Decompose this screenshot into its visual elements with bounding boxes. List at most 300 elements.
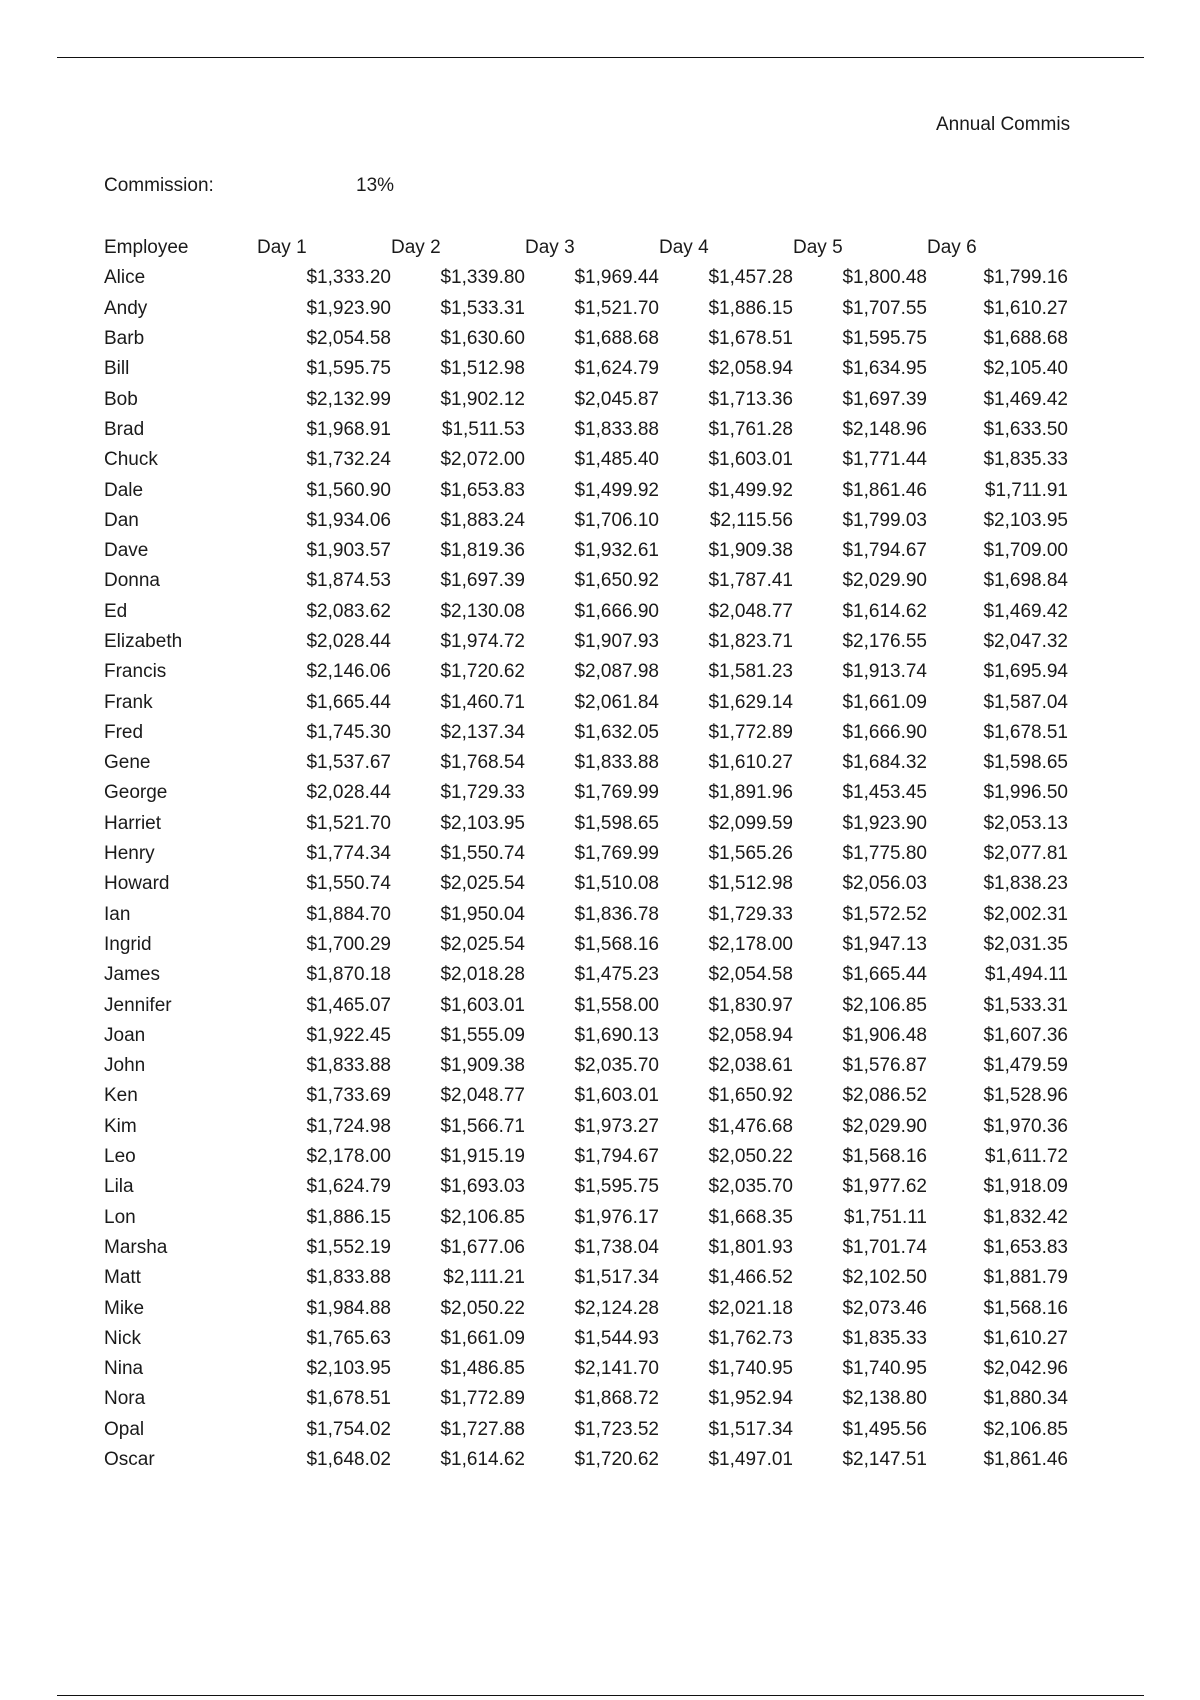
commission-cell-day-3[interactable]: $1,666.90: [574, 600, 659, 622]
commission-cell-day-4[interactable]: $1,886.15: [708, 297, 793, 319]
commission-cell-day-4[interactable]: $2,058.94: [708, 358, 793, 380]
employee-name-cell[interactable]: Fred: [104, 721, 144, 743]
commission-cell-day-4[interactable]: $1,565.26: [708, 843, 793, 865]
commission-cell-day-1[interactable]: $1,724.98: [306, 1115, 391, 1137]
commission-cell-day-3[interactable]: $1,499.92: [574, 479, 659, 501]
commission-cell-day-1[interactable]: $1,774.34: [306, 843, 391, 865]
employee-name-cell[interactable]: Donna: [104, 570, 160, 592]
employee-name-cell[interactable]: Opal: [104, 1418, 145, 1440]
commission-cell-day-4[interactable]: $1,729.33: [708, 903, 793, 925]
commission-cell-day-6[interactable]: $1,709.00: [983, 540, 1068, 562]
table-row: [104, 869, 1068, 899]
commission-cell-day-1[interactable]: $1,560.90: [306, 479, 391, 501]
commission-cell-day-5[interactable]: $1,740.95: [842, 1358, 927, 1380]
employee-name-cell[interactable]: Chuck: [104, 449, 158, 471]
commission-cell-day-1[interactable]: $2,028.44: [306, 631, 391, 652]
commission-cell-day-1[interactable]: $2,178.00: [306, 1146, 391, 1168]
commission-cell-day-1[interactable]: $1,765.63: [306, 1327, 391, 1349]
table-row: [104, 415, 1068, 445]
commission-cell-day-3[interactable]: $1,517.34: [574, 1267, 659, 1289]
commission-cell-day-1[interactable]: $1,745.30: [306, 721, 391, 743]
commission-cell-day-2[interactable]: $2,106.85: [440, 1206, 525, 1228]
commission-cell-day-2[interactable]: $2,103.95: [440, 812, 525, 834]
commission-cell-day-3[interactable]: $1,868.72: [574, 1388, 659, 1410]
commission-cell-day-3[interactable]: $2,061.84: [574, 691, 659, 713]
commission-cell-day-4[interactable]: $1,499.92: [708, 479, 793, 501]
commission-cell-day-2[interactable]: $1,883.24: [440, 509, 525, 531]
commission-cell-day-6[interactable]: $2,031.35: [983, 933, 1068, 955]
commission-cell-day-4[interactable]: $2,050.22: [708, 1146, 793, 1168]
column-header-day-6[interactable]: Day 6: [927, 237, 977, 259]
commission-cell-day-4[interactable]: $1,713.36: [708, 388, 793, 410]
employee-name-cell[interactable]: Francis: [104, 661, 167, 683]
commission-cell-day-4[interactable]: $2,021.18: [708, 1297, 793, 1319]
commission-cell-day-3[interactable]: $1,632.05: [574, 721, 659, 743]
commission-cell-day-1[interactable]: $1,874.53: [306, 570, 391, 592]
employee-name-cell[interactable]: Leo: [104, 1146, 136, 1168]
commission-cell-day-5[interactable]: $1,661.09: [842, 691, 927, 713]
commission-cell-day-5[interactable]: $1,634.95: [842, 358, 927, 380]
commission-cell-day-6[interactable]: $1,598.65: [983, 752, 1068, 774]
commission-cell-day-6[interactable]: $1,881.79: [983, 1267, 1068, 1289]
commission-cell-day-3[interactable]: $1,794.67: [574, 1146, 659, 1168]
commission-cell-day-2[interactable]: $1,511.53: [441, 418, 525, 440]
commission-cell-day-5[interactable]: $1,923.90: [842, 812, 927, 834]
commission-cell-day-6[interactable]: $1,610.27: [983, 1327, 1068, 1349]
commission-cell-day-6[interactable]: $2,042.96: [983, 1358, 1068, 1380]
commission-cell-day-1[interactable]: $2,103.95: [306, 1358, 391, 1380]
commission-cell-day-3[interactable]: $1,603.01: [574, 1085, 659, 1107]
commission-cell-day-6[interactable]: $1,469.42: [983, 600, 1068, 622]
commission-cell-day-5[interactable]: $1,861.46: [842, 479, 927, 501]
employee-name-cell[interactable]: Nora: [104, 1388, 146, 1410]
commission-cell-day-5[interactable]: $1,666.90: [842, 721, 927, 743]
commission-cell-day-5[interactable]: $1,453.45: [842, 782, 927, 804]
commission-cell-day-4[interactable]: $1,476.68: [708, 1115, 793, 1137]
commission-cell-day-2[interactable]: $1,339.80: [440, 267, 525, 289]
commission-cell-day-6[interactable]: $1,880.34: [983, 1388, 1068, 1410]
commission-cell-day-3[interactable]: $1,624.79: [574, 358, 659, 380]
commission-cell-day-3[interactable]: $1,544.93: [574, 1327, 659, 1349]
employee-name-cell[interactable]: Dale: [104, 479, 144, 501]
commission-cell-day-5[interactable]: $2,148.96: [842, 418, 927, 440]
commission-cell-day-6[interactable]: $1,533.31: [983, 994, 1068, 1016]
employee-name-cell[interactable]: Mike: [104, 1297, 145, 1319]
commission-cell-day-5[interactable]: $1,800.48: [842, 267, 927, 289]
commission-cell-day-4[interactable]: $1,497.01: [708, 1449, 793, 1471]
column-header-day-5[interactable]: Day 5: [793, 237, 843, 259]
commission-cell-day-3[interactable]: $1,769.99: [574, 843, 659, 865]
commission-cell-day-4[interactable]: $2,038.61: [708, 1055, 793, 1077]
commission-cell-day-2[interactable]: $2,025.54: [440, 933, 525, 955]
commission-cell-day-4[interactable]: $1,629.14: [708, 691, 793, 713]
commission-cell-day-6[interactable]: $1,799.16: [983, 267, 1068, 289]
table-row: [104, 748, 1068, 778]
commission-rate-cell[interactable]: 13%: [356, 175, 395, 196]
commission-cell-day-1[interactable]: $1,833.88: [306, 1055, 391, 1077]
commission-cell-day-4[interactable]: $1,517.34: [708, 1418, 793, 1440]
commission-cell-day-6[interactable]: $2,047.32: [983, 631, 1068, 652]
commission-cell-day-2[interactable]: $1,693.03: [440, 1176, 525, 1198]
commission-cell-day-1[interactable]: $1,923.90: [306, 297, 391, 319]
commission-cell-day-2[interactable]: $1,768.54: [440, 752, 525, 774]
employee-name-cell[interactable]: Howard: [104, 873, 170, 895]
commission-cell-day-5[interactable]: $2,029.90: [842, 1115, 927, 1137]
commission-cell-day-5[interactable]: $1,697.39: [842, 388, 927, 410]
commission-cell-day-6[interactable]: $1,838.23: [983, 873, 1068, 895]
commission-cell-day-2[interactable]: $1,902.12: [440, 388, 525, 410]
commission-cell-day-1[interactable]: $1,521.70: [306, 812, 391, 834]
column-header-day-2[interactable]: Day 2: [391, 237, 441, 259]
column-header-day-4[interactable]: Day 4: [659, 237, 709, 259]
commission-cell-day-2[interactable]: $2,018.28: [440, 964, 525, 986]
commission-cell-day-5[interactable]: $1,707.55: [842, 297, 927, 319]
commission-cell-day-1[interactable]: $1,537.67: [306, 752, 391, 774]
commission-cell-day-5[interactable]: $1,495.56: [842, 1418, 927, 1440]
commission-cell-day-4[interactable]: $2,099.59: [708, 812, 793, 834]
commission-cell-day-2[interactable]: $1,819.36: [440, 540, 525, 562]
commission-cell-day-5[interactable]: $2,106.85: [842, 994, 927, 1016]
commission-cell-day-1[interactable]: $1,700.29: [306, 933, 391, 955]
commission-cell-day-3[interactable]: $1,688.68: [574, 328, 659, 350]
commission-cell-day-6[interactable]: $1,469.42: [983, 388, 1068, 410]
commission-cell-day-4[interactable]: $1,891.96: [708, 782, 793, 804]
column-header-employee[interactable]: Employee: [104, 237, 189, 259]
commission-cell-day-4[interactable]: $1,610.27: [708, 752, 793, 774]
commission-cell-day-6[interactable]: $2,002.31: [983, 903, 1068, 925]
commission-cell-day-5[interactable]: $1,701.74: [842, 1236, 927, 1258]
employee-name-cell[interactable]: Dan: [104, 509, 139, 531]
commission-cell-day-5[interactable]: $1,771.44: [842, 449, 927, 471]
commission-cell-day-4[interactable]: $1,772.89: [708, 721, 793, 743]
commission-cell-day-2[interactable]: $1,697.39: [440, 570, 525, 592]
commission-cell-day-4[interactable]: $2,115.56: [709, 509, 793, 531]
commission-cell-day-3[interactable]: $1,976.17: [574, 1206, 659, 1228]
commission-cell-day-6[interactable]: $1,479.59: [983, 1055, 1068, 1077]
commission-cell-day-5[interactable]: $1,913.74: [842, 661, 927, 683]
commission-cell-day-3[interactable]: $1,650.92: [574, 570, 659, 592]
commission-cell-day-3[interactable]: $1,521.70: [574, 297, 659, 319]
commission-cell-day-2[interactable]: $1,729.33: [440, 782, 525, 804]
commission-cell-day-1[interactable]: $1,886.15: [306, 1206, 391, 1228]
commission-cell-day-6[interactable]: $2,103.95: [983, 509, 1068, 531]
employee-name-cell[interactable]: Nick: [104, 1327, 141, 1349]
employee-name-cell[interactable]: Matt: [104, 1267, 141, 1289]
commission-cell-day-5[interactable]: $1,595.75: [842, 328, 927, 350]
commission-cell-day-3[interactable]: $1,907.93: [574, 631, 659, 652]
commission-cell-day-4[interactable]: $2,054.58: [708, 964, 793, 986]
employee-name-cell[interactable]: Ken: [104, 1085, 138, 1107]
commission-cell-day-2[interactable]: $2,025.54: [440, 873, 525, 895]
commission-cell-day-6[interactable]: $1,587.04: [983, 691, 1068, 713]
employee-name-cell[interactable]: Elizabeth: [104, 631, 183, 652]
commission-cell-day-1[interactable]: $1,595.75: [306, 358, 391, 380]
commission-cell-day-3[interactable]: $1,475.23: [574, 964, 659, 986]
commission-cell-day-2[interactable]: $1,727.88: [440, 1418, 525, 1440]
commission-cell-day-3[interactable]: $1,690.13: [574, 1024, 659, 1046]
commission-cell-day-4[interactable]: $1,650.92: [708, 1085, 793, 1107]
employee-name-cell[interactable]: Lila: [104, 1176, 134, 1198]
commission-cell-day-3[interactable]: $1,973.27: [574, 1115, 659, 1137]
commission-cell-day-1[interactable]: $1,733.69: [306, 1085, 391, 1107]
commission-cell-day-3[interactable]: $1,595.75: [574, 1176, 659, 1198]
commission-cell-day-6[interactable]: $1,494.11: [984, 964, 1068, 986]
commission-cell-day-5[interactable]: $2,176.55: [842, 631, 927, 652]
commission-cell-day-1[interactable]: $1,665.44: [306, 691, 391, 713]
commission-cell-day-5[interactable]: $2,138.80: [842, 1388, 927, 1410]
commission-cell-day-4[interactable]: $1,457.28: [708, 267, 793, 289]
commission-cell-day-2[interactable]: $1,909.38: [440, 1055, 525, 1077]
commission-cell-day-6[interactable]: $1,970.36: [983, 1115, 1068, 1137]
commission-cell-day-2[interactable]: $2,050.22: [440, 1297, 525, 1319]
commission-cell-day-4[interactable]: $1,787.41: [708, 570, 793, 592]
commission-cell-day-5[interactable]: $2,073.46: [842, 1297, 927, 1319]
employee-name-cell[interactable]: Frank: [104, 691, 153, 713]
employee-name-cell[interactable]: Barb: [104, 328, 145, 350]
employee-name-cell[interactable]: Joan: [104, 1024, 146, 1046]
commission-cell-day-3[interactable]: $2,035.70: [574, 1055, 659, 1077]
commission-cell-day-5[interactable]: $1,568.16: [842, 1146, 927, 1168]
employee-name-cell[interactable]: Harriet: [104, 812, 162, 834]
commission-cell-day-3[interactable]: $1,720.62: [574, 1449, 659, 1471]
commission-cell-day-2[interactable]: $1,661.09: [440, 1327, 525, 1349]
commission-cell-day-4[interactable]: $1,678.51: [708, 328, 793, 350]
table-row: [104, 809, 1068, 839]
commission-cell-day-3[interactable]: $2,087.98: [574, 661, 659, 683]
commission-cell-day-6[interactable]: $2,053.13: [983, 812, 1068, 834]
commission-cell-day-2[interactable]: $2,111.21: [443, 1267, 525, 1289]
commission-cell-day-6[interactable]: $1,528.96: [983, 1085, 1068, 1107]
commission-cell-day-1[interactable]: $2,083.62: [306, 600, 391, 622]
commission-cell-day-1[interactable]: $1,903.57: [306, 540, 391, 562]
commission-cell-day-2[interactable]: $1,603.01: [440, 994, 525, 1016]
commission-cell-day-5[interactable]: $1,775.80: [842, 843, 927, 865]
commission-cell-day-3[interactable]: $2,141.70: [574, 1358, 659, 1380]
commission-cell-day-3[interactable]: $2,045.87: [574, 388, 659, 410]
commission-cell-day-2[interactable]: $1,630.60: [440, 328, 525, 350]
commission-cell-day-5[interactable]: $2,029.90: [842, 570, 927, 592]
commission-cell-day-2[interactable]: $1,772.89: [440, 1388, 525, 1410]
commission-cell-day-3[interactable]: $1,510.08: [574, 873, 659, 895]
table-row: [104, 1233, 1068, 1263]
commission-cell-day-5[interactable]: $1,576.87: [842, 1055, 927, 1077]
commission-cell-day-6[interactable]: $2,077.81: [983, 843, 1068, 865]
commission-cell-day-3[interactable]: $1,969.44: [574, 267, 659, 289]
header-row: [104, 233, 1068, 263]
commission-cell-day-6[interactable]: $1,918.09: [983, 1176, 1068, 1198]
commission-cell-day-4[interactable]: $1,801.93: [708, 1236, 793, 1258]
commission-cell-day-6[interactable]: $1,832.42: [983, 1206, 1068, 1228]
commission-cell-day-3[interactable]: $1,568.16: [574, 933, 659, 955]
commission-cell-day-5[interactable]: $1,751.11: [843, 1206, 927, 1228]
employee-name-cell[interactable]: Henry: [104, 843, 155, 865]
table-row: [104, 1263, 1068, 1293]
commission-cell-day-4[interactable]: $2,035.70: [708, 1176, 793, 1198]
commission-cell-day-1[interactable]: $1,550.74: [306, 873, 391, 895]
employee-name-cell[interactable]: Marsha: [104, 1236, 168, 1258]
employee-name-cell[interactable]: Jennifer: [104, 994, 172, 1016]
commission-cell-day-1[interactable]: $1,968.91: [306, 418, 391, 440]
employee-name-cell[interactable]: Ed: [104, 600, 128, 622]
commission-cell-day-4[interactable]: $1,581.23: [708, 661, 793, 683]
employee-name-cell[interactable]: Ian: [104, 903, 131, 925]
table-row: [104, 1415, 1068, 1445]
commission-cell-day-1[interactable]: $1,884.70: [306, 903, 391, 925]
commission-cell-day-5[interactable]: $1,572.52: [842, 903, 927, 925]
commission-cell-day-2[interactable]: $1,555.09: [440, 1024, 525, 1046]
commission-cell-day-5[interactable]: $1,684.32: [842, 752, 927, 774]
commission-cell-day-3[interactable]: $1,769.99: [574, 782, 659, 804]
commission-cell-day-2[interactable]: $1,677.06: [440, 1236, 525, 1258]
commission-cell-day-4[interactable]: $1,512.98: [708, 873, 793, 895]
commission-cell-day-3[interactable]: $1,598.65: [574, 812, 659, 834]
employee-name-cell[interactable]: Oscar: [104, 1449, 155, 1471]
commission-cell-day-2[interactable]: $2,130.08: [440, 600, 525, 622]
commission-cell-day-3[interactable]: $1,723.52: [574, 1418, 659, 1440]
commission-cell-day-6[interactable]: $1,698.84: [983, 570, 1068, 592]
commission-cell-day-6[interactable]: $1,607.36: [983, 1024, 1068, 1046]
commission-cell-day-6[interactable]: $1,695.94: [983, 661, 1068, 683]
commission-cell-day-2[interactable]: $1,720.62: [440, 661, 525, 683]
commission-cell-day-6[interactable]: $1,610.27: [983, 297, 1068, 319]
column-header-day-3[interactable]: Day 3: [525, 237, 575, 259]
employee-name-cell[interactable]: Andy: [104, 297, 148, 319]
commission-cell-day-2[interactable]: $1,653.83: [440, 479, 525, 501]
commission-cell-day-1[interactable]: $1,648.02: [306, 1449, 391, 1471]
commission-cell-day-3[interactable]: $1,706.10: [574, 509, 659, 531]
commission-cell-day-5[interactable]: $2,102.50: [842, 1267, 927, 1289]
commission-cell-day-3[interactable]: $1,738.04: [574, 1236, 659, 1258]
commission-cell-day-5[interactable]: $2,086.52: [842, 1085, 927, 1107]
column-header-day-1[interactable]: Day 1: [257, 237, 307, 259]
commission-cell-day-4[interactable]: $2,178.00: [708, 933, 793, 955]
commission-cell-day-6[interactable]: $2,106.85: [983, 1418, 1068, 1440]
commission-cell-day-4[interactable]: $1,668.35: [708, 1206, 793, 1228]
employee-name-cell[interactable]: George: [104, 782, 168, 804]
commission-cell-day-1[interactable]: $1,922.45: [306, 1024, 391, 1046]
table-row: [104, 839, 1068, 869]
commission-cell-day-5[interactable]: $1,977.62: [842, 1176, 927, 1198]
commission-cell-day-1[interactable]: $1,333.20: [306, 267, 391, 289]
commission-cell-day-4[interactable]: $1,740.95: [708, 1358, 793, 1380]
commission-cell-day-5[interactable]: $2,147.51: [842, 1449, 927, 1471]
commission-cell-day-2[interactable]: $1,550.74: [440, 843, 525, 865]
commission-cell-day-5[interactable]: $1,614.62: [842, 600, 927, 622]
commission-cell-day-3[interactable]: $1,836.78: [574, 903, 659, 925]
employee-name-cell[interactable]: James: [104, 964, 160, 986]
commission-cell-day-1[interactable]: $1,678.51: [306, 1388, 391, 1410]
commission-cell-day-2[interactable]: $1,974.72: [440, 631, 525, 652]
commission-cell-day-2[interactable]: $1,460.71: [440, 691, 525, 713]
commission-cell-day-6[interactable]: $1,568.16: [983, 1297, 1068, 1319]
commission-cell-day-2[interactable]: $1,950.04: [440, 903, 525, 925]
commission-cell-day-6[interactable]: $1,678.51: [983, 721, 1068, 743]
employee-name-cell[interactable]: Alice: [104, 267, 146, 289]
commission-cell-day-1[interactable]: $2,146.06: [306, 661, 391, 683]
employee-name-cell[interactable]: John: [104, 1055, 146, 1077]
employee-name-cell[interactable]: Brad: [104, 418, 145, 440]
commission-cell-day-2[interactable]: $1,512.98: [440, 358, 525, 380]
commission-cell-day-2[interactable]: $2,048.77: [440, 1085, 525, 1107]
commission-cell-day-3[interactable]: $2,124.28: [574, 1297, 659, 1319]
commission-cell-day-1[interactable]: $1,934.06: [306, 509, 391, 531]
commission-cell-day-2[interactable]: $1,614.62: [440, 1449, 525, 1471]
commission-cell-day-1[interactable]: $1,984.88: [306, 1297, 391, 1319]
commission-cell-day-4[interactable]: $2,058.94: [708, 1024, 793, 1046]
table-row: [104, 354, 1068, 384]
commission-cell-day-3[interactable]: $1,558.00: [574, 994, 659, 1016]
employee-name-cell[interactable]: Dave: [104, 540, 149, 562]
commission-cell-day-3[interactable]: $1,932.61: [574, 540, 659, 562]
commission-cell-day-4[interactable]: $1,603.01: [708, 449, 793, 471]
employee-name-cell[interactable]: Kim: [104, 1115, 137, 1137]
commission-cell-day-4[interactable]: $2,048.77: [708, 600, 793, 622]
commission-cell-day-3[interactable]: $1,833.88: [574, 418, 659, 440]
commission-cell-day-4[interactable]: $1,952.94: [708, 1388, 793, 1410]
commission-cell-day-1[interactable]: $1,754.02: [306, 1418, 391, 1440]
commission-cell-day-2[interactable]: $1,486.85: [440, 1358, 525, 1380]
commission-cell-day-6[interactable]: $1,653.83: [983, 1236, 1068, 1258]
commission-cell-day-6[interactable]: $1,633.50: [983, 418, 1068, 440]
commission-cell-day-3[interactable]: $1,485.40: [574, 449, 659, 471]
employee-name-cell[interactable]: Lon: [104, 1206, 136, 1228]
commission-cell-day-1[interactable]: $1,732.24: [306, 449, 391, 471]
commission-cell-day-6[interactable]: $1,835.33: [983, 449, 1068, 471]
employee-name-cell[interactable]: Gene: [104, 752, 151, 774]
employee-name-cell[interactable]: Bill: [104, 358, 130, 380]
commission-cell-day-5[interactable]: $2,056.03: [842, 873, 927, 895]
commission-cell-day-4[interactable]: $1,762.73: [708, 1327, 793, 1349]
commission-cell-day-5[interactable]: $1,799.03: [842, 509, 927, 531]
commission-cell-day-2[interactable]: $1,566.71: [440, 1115, 525, 1137]
commission-cell-day-6[interactable]: $1,996.50: [983, 782, 1068, 804]
commission-cell-day-4[interactable]: $1,466.52: [708, 1267, 793, 1289]
commission-cell-day-4[interactable]: $1,909.38: [708, 540, 793, 562]
table-body: [104, 263, 1068, 1475]
commission-cell-day-6[interactable]: $1,688.68: [983, 328, 1068, 350]
table-row: [104, 1142, 1068, 1172]
commission-cell-day-5[interactable]: $1,906.48: [842, 1024, 927, 1046]
commission-cell-day-1[interactable]: $1,870.18: [306, 964, 391, 986]
commission-cell-day-5[interactable]: $1,947.13: [842, 933, 927, 955]
commission-cell-day-1[interactable]: $2,132.99: [306, 388, 391, 410]
commission-cell-day-1[interactable]: $1,833.88: [306, 1267, 391, 1289]
commission-cell-day-2[interactable]: $2,137.34: [440, 721, 525, 743]
commission-cell-day-1[interactable]: $2,054.58: [306, 328, 391, 350]
commission-cell-day-6[interactable]: $1,861.46: [983, 1449, 1068, 1471]
commission-cell-day-6[interactable]: $1,611.72: [984, 1146, 1068, 1168]
commission-cell-day-6[interactable]: $2,105.40: [983, 358, 1068, 380]
employee-name-cell[interactable]: Bob: [104, 388, 138, 410]
commission-cell-day-2[interactable]: $2,072.00: [440, 449, 525, 471]
commission-cell-day-1[interactable]: $1,465.07: [306, 994, 391, 1016]
commission-cell-day-1[interactable]: $1,624.79: [306, 1176, 391, 1198]
employee-name-cell[interactable]: Ingrid: [104, 933, 152, 955]
commission-cell-day-1[interactable]: $1,552.19: [306, 1236, 391, 1258]
commission-cell-day-5[interactable]: $1,794.67: [842, 540, 927, 562]
commission-cell-day-2[interactable]: $1,533.31: [440, 297, 525, 319]
employee-name-cell[interactable]: Nina: [104, 1358, 144, 1380]
commission-cell-day-5[interactable]: $1,835.33: [842, 1327, 927, 1349]
commission-cell-day-4[interactable]: $1,761.28: [708, 418, 793, 440]
commission-cell-day-3[interactable]: $1,833.88: [574, 752, 659, 774]
commission-cell-day-4[interactable]: $1,823.71: [708, 631, 793, 652]
commission-cell-day-1[interactable]: $2,028.44: [306, 782, 391, 804]
commission-cell-day-2[interactable]: $1,915.19: [440, 1146, 525, 1168]
commission-cell-day-6[interactable]: $1,711.91: [984, 479, 1068, 501]
commission-cell-day-4[interactable]: $1,830.97: [708, 994, 793, 1016]
commission-cell-day-5[interactable]: $1,665.44: [842, 964, 927, 986]
